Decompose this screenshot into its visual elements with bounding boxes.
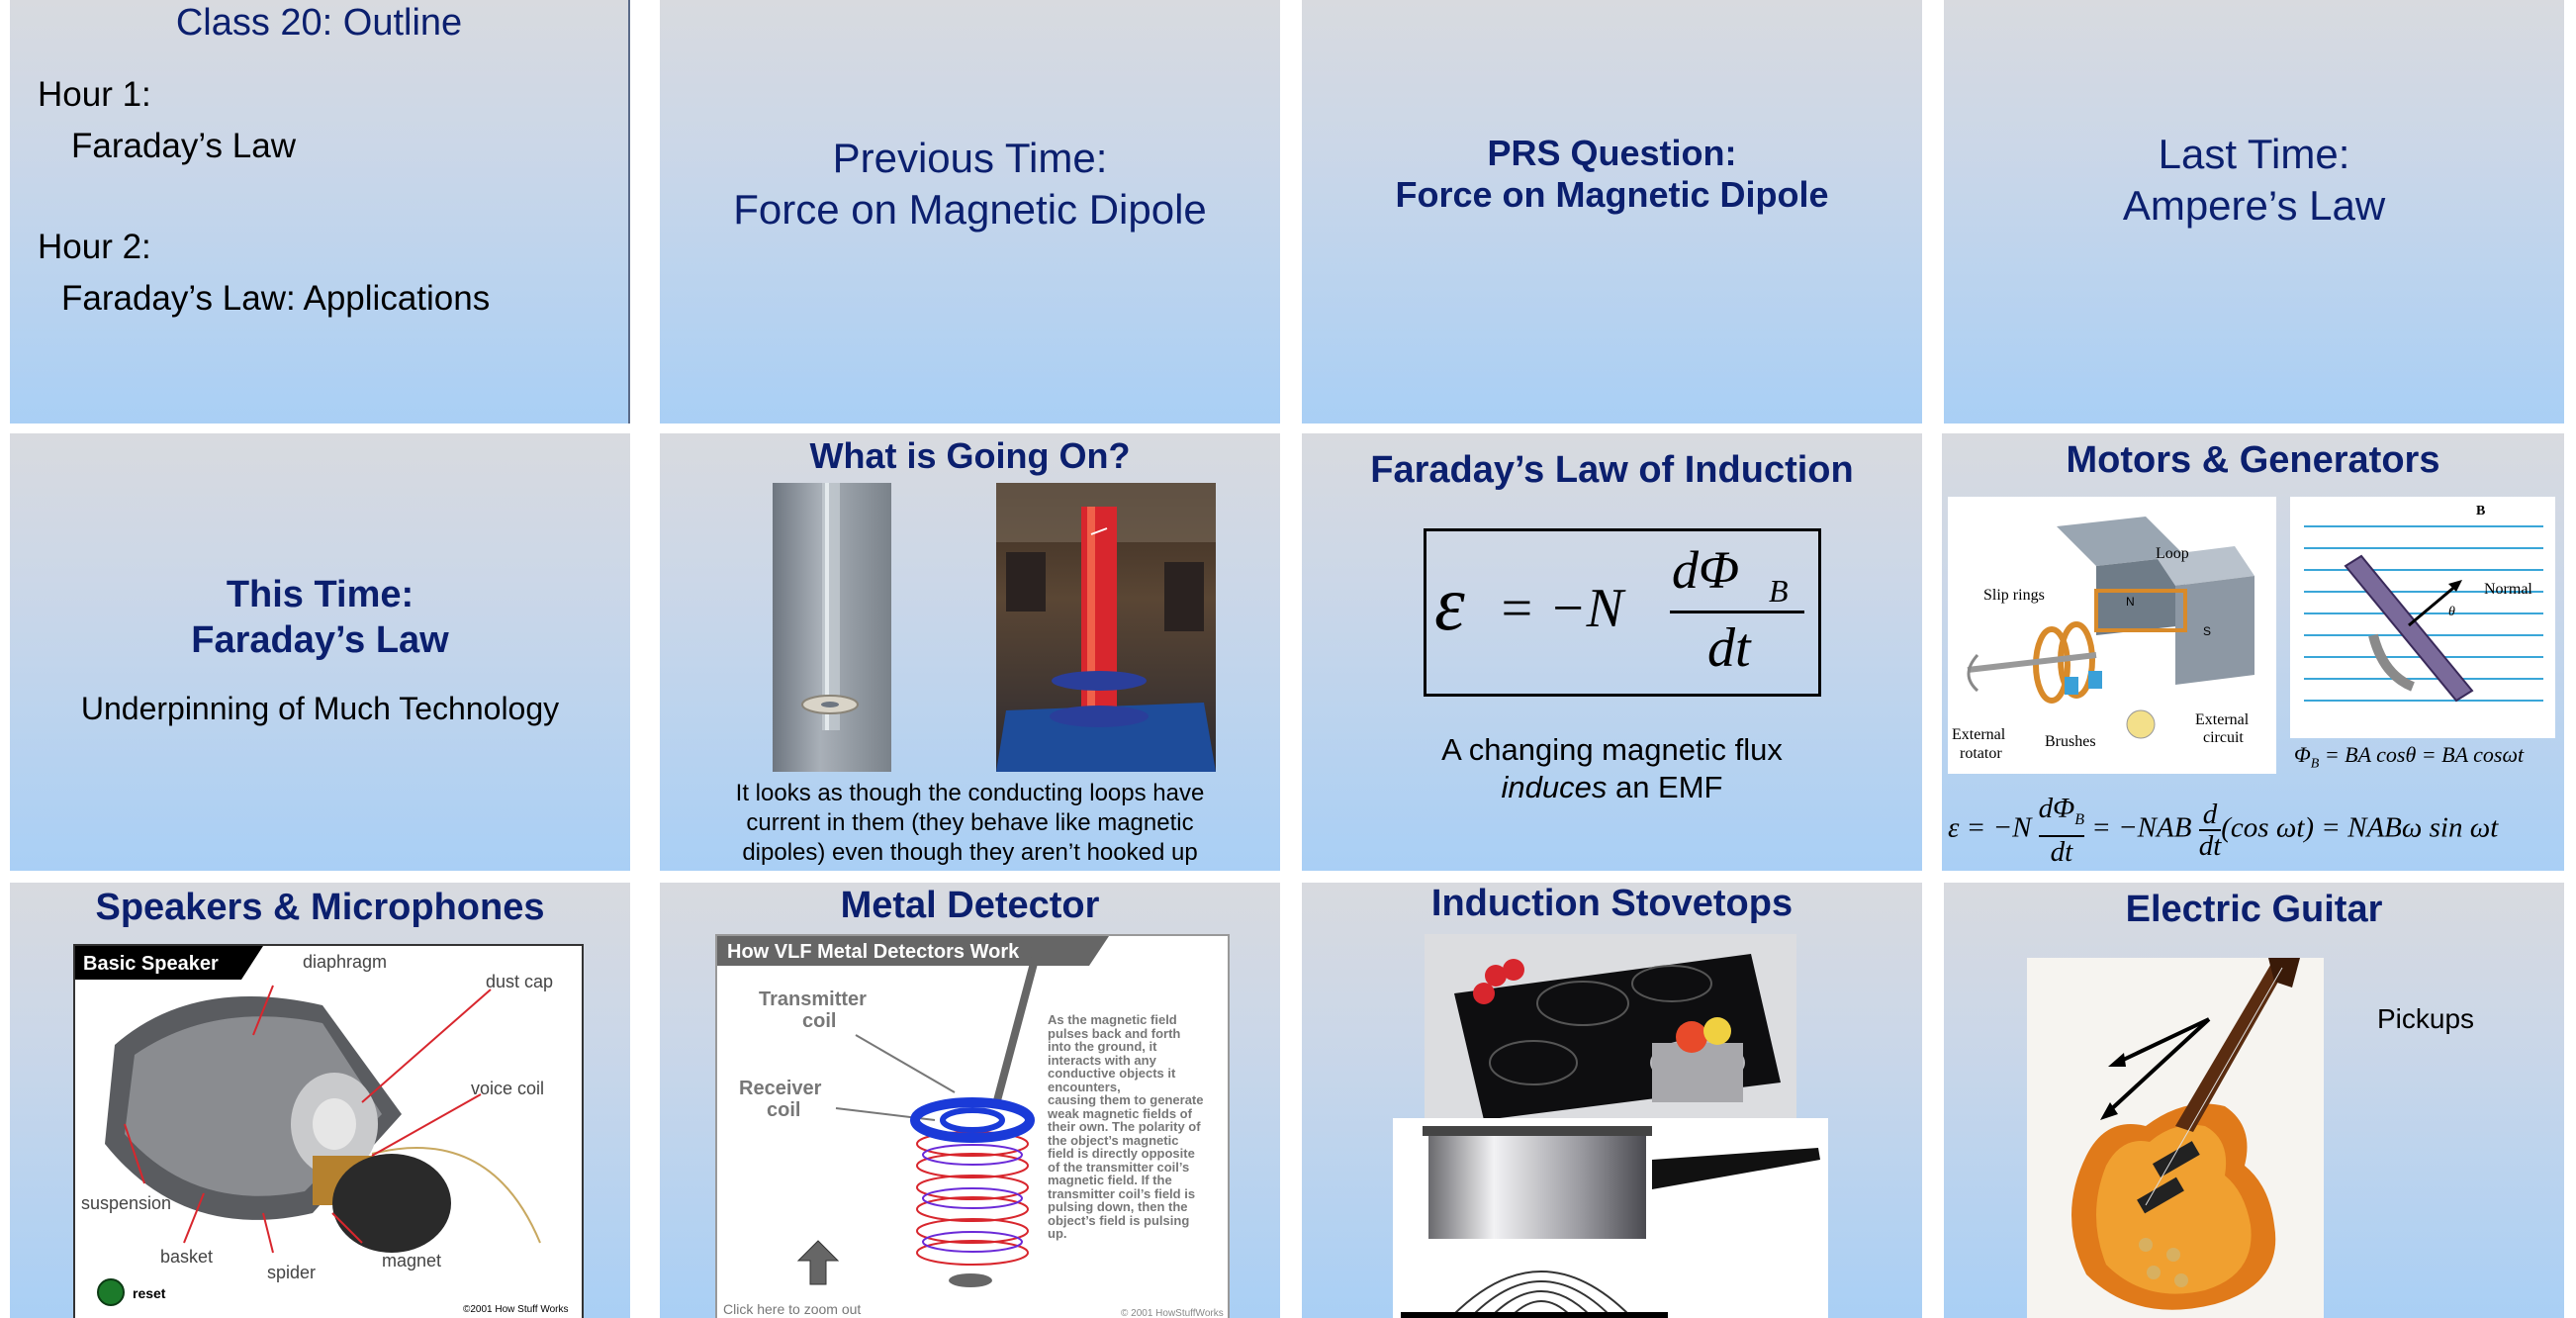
zoom-arrow-icon[interactable] bbox=[798, 1241, 838, 1284]
reset-icon[interactable] bbox=[98, 1279, 124, 1305]
slide-title: Induction Stovetops bbox=[1430, 883, 1794, 924]
diaphragm-label: diaphragm bbox=[303, 952, 388, 972]
pickups-label: Pickups bbox=[2377, 1003, 2475, 1034]
explanation-line: causing them to generate bbox=[1048, 1092, 1204, 1107]
external-circuit-label-2: circuit bbox=[2203, 729, 2244, 746]
slide-heading-line2: Ampere’s Law bbox=[2122, 182, 2386, 229]
suspension-label: suspension bbox=[81, 1193, 172, 1213]
slide-heading-line1: PRS Question: bbox=[1487, 133, 1737, 173]
slide-title: Motors & Generators bbox=[2066, 439, 2440, 481]
explanation-line: interacts with any bbox=[1048, 1052, 1156, 1068]
slide-class-outline[interactable] bbox=[10, 0, 630, 424]
explanation-line: weak magnetic fields of bbox=[1048, 1105, 1192, 1121]
slide-title: Speakers & Microphones bbox=[95, 887, 545, 928]
dust-cap-label: dust cap bbox=[486, 972, 554, 991]
detector-banner: How VLF Metal Detectors Work bbox=[727, 941, 1020, 963]
slide-heading-line2: Faraday’s Law bbox=[191, 619, 449, 661]
field-loop-diagram bbox=[2290, 497, 2555, 738]
slide-previous-time[interactable] bbox=[660, 0, 1280, 424]
slide-speakers-microphones[interactable] bbox=[10, 883, 630, 1318]
slide-faradays-law[interactable] bbox=[1302, 433, 1922, 871]
reset-label[interactable]: reset bbox=[133, 1285, 166, 1301]
brushes-label: Brushes bbox=[2045, 733, 2096, 750]
explanation-line: field is directly opposite bbox=[1048, 1146, 1195, 1161]
emf-symbol: ε bbox=[1434, 560, 1465, 646]
slide-prs-question[interactable] bbox=[1302, 0, 1922, 424]
transmitter-label-2: coil bbox=[802, 1010, 837, 1032]
explanation-line: the object’s magnetic bbox=[1048, 1132, 1179, 1148]
explanation-line: encounters, bbox=[1048, 1079, 1121, 1094]
explanation-line: pulsing down, then the bbox=[1048, 1199, 1188, 1214]
external-rotator-label-2: rotator bbox=[1960, 745, 2002, 762]
coil-photo bbox=[996, 483, 1216, 772]
external-circuit-label-1: External bbox=[2195, 711, 2250, 728]
explanation-line: up. bbox=[1048, 1226, 1067, 1241]
slide-title: Electric Guitar bbox=[2125, 889, 2383, 930]
emf-equation: ε = −N $d\Phi_B$ dt = −NAB $\frac{d}{dt}$ (cos ωt) = NABω sin ωt bbox=[1948, 793, 2499, 868]
hour2-label: Hour 2: bbox=[38, 228, 151, 266]
fraction-bar bbox=[1670, 611, 1804, 613]
slide-heading-line2: Force on Magnetic Dipole bbox=[1395, 174, 1829, 215]
slide-motors-generators[interactable] bbox=[1942, 433, 2564, 871]
stovetop-photo bbox=[1425, 934, 1796, 1120]
explanation-line: object’s field is pulsing bbox=[1048, 1212, 1190, 1228]
magnet-label: magnet bbox=[382, 1251, 442, 1271]
flux-subscript: B bbox=[1769, 573, 1789, 609]
transmitter-label-1: Transmitter bbox=[759, 988, 867, 1010]
hour1-label: Hour 1: bbox=[38, 75, 151, 114]
slide-metal-detector[interactable] bbox=[660, 883, 1280, 1318]
explanation-line: of the transmitter coil’s bbox=[1048, 1159, 1190, 1175]
detector-copyright: © 2001 HowStuffWorks bbox=[1121, 1308, 1224, 1318]
slide-heading-line1: This Time: bbox=[226, 574, 414, 615]
faraday-equation-box bbox=[1424, 528, 1821, 697]
explanation-line: pulses back and forth bbox=[1048, 1025, 1181, 1041]
description-line2 bbox=[1302, 770, 1922, 805]
induction-pot-diagram bbox=[1393, 1118, 1828, 1318]
equals-minus-n: = −N bbox=[1498, 578, 1623, 639]
external-rotator-label-1: External bbox=[1952, 726, 2006, 743]
caption-line2: current in them (they behave like magnetic bbox=[746, 809, 1194, 836]
pole-n-label: N bbox=[2126, 595, 2135, 609]
slide-this-time[interactable] bbox=[10, 433, 630, 871]
explanation-line: magnetic field. If the bbox=[1048, 1173, 1172, 1187]
explanation-line: conductive objects it bbox=[1048, 1066, 1176, 1081]
metal-detector-diagram bbox=[715, 934, 1230, 1318]
pole-s-label: S bbox=[2203, 624, 2212, 638]
flux-denominator: dt bbox=[1707, 617, 1751, 679]
speaker-copyright: ©2001 How Stuff Works bbox=[463, 1304, 569, 1315]
speaker-banner: Basic Speaker bbox=[83, 953, 219, 975]
slide-title: Metal Detector bbox=[840, 885, 1100, 926]
detector-explanation bbox=[1048, 1013, 1226, 1241]
spider-label: spider bbox=[267, 1263, 317, 1282]
slide-heading-line2: Force on Magnetic Dipole bbox=[733, 186, 1207, 233]
slide-heading-line1: Last Time: bbox=[2158, 131, 2350, 177]
slide-induction-stovetops[interactable] bbox=[1302, 883, 1922, 1318]
receiver-label-1: Receiver bbox=[739, 1078, 822, 1099]
slide-title: Class 20: Outline bbox=[175, 2, 463, 44]
slide-electric-guitar[interactable] bbox=[1944, 883, 2564, 1318]
zoom-link[interactable]: Click here to zoom out bbox=[723, 1301, 862, 1317]
flux-equation: $\Phi_B$ = BA cosθ = BA cosωt bbox=[2294, 742, 2525, 772]
normal-label: Normal bbox=[2484, 581, 2532, 598]
slide-title: Faraday’s Law of Induction bbox=[1370, 449, 1854, 491]
explanation-line: their own. The polarity of bbox=[1048, 1119, 1201, 1134]
theta-label: θ bbox=[2448, 605, 2455, 619]
slide-title: What is Going On? bbox=[809, 435, 1131, 476]
explanation-line: transmitter coil’s field is bbox=[1048, 1185, 1196, 1201]
hour1-item: Faraday’s Law bbox=[71, 127, 296, 165]
caption-line1: It looks as though the conducting loops have bbox=[735, 780, 1205, 806]
pickup-arrows bbox=[1944, 883, 2564, 1318]
slide-subtitle: Underpinning of Much Technology bbox=[80, 691, 560, 726]
description-line1: A changing magnetic flux bbox=[1441, 732, 1783, 767]
description-line2-rest: an EMF bbox=[1607, 770, 1723, 804]
slide-heading-line1: Previous Time: bbox=[832, 135, 1108, 181]
slide-last-time[interactable] bbox=[1944, 0, 2564, 424]
hour2-item: Faraday’s Law: Applications bbox=[61, 279, 491, 318]
slide-what-is-going-on[interactable] bbox=[660, 433, 1280, 871]
b-field-label: B bbox=[2476, 504, 2486, 518]
flux-numerator: dΦ bbox=[1672, 540, 1740, 600]
loop-label: Loop bbox=[2156, 545, 2189, 562]
explanation-line: into the ground, it bbox=[1048, 1039, 1157, 1054]
generator-diagram bbox=[1948, 497, 2276, 774]
slip-rings-label: Slip rings bbox=[1983, 587, 2045, 604]
receiver-label-2: coil bbox=[767, 1099, 801, 1121]
voice-coil-label: voice coil bbox=[471, 1079, 545, 1098]
explanation-line: As the magnetic field bbox=[1048, 1012, 1177, 1027]
basket-label: basket bbox=[160, 1247, 214, 1267]
induces-word: induces bbox=[1501, 770, 1608, 804]
tube-ring-photo bbox=[773, 483, 891, 772]
speaker-diagram bbox=[73, 944, 584, 1318]
caption-line3: dipoles) even though they aren’t hooked up bbox=[742, 839, 1198, 866]
